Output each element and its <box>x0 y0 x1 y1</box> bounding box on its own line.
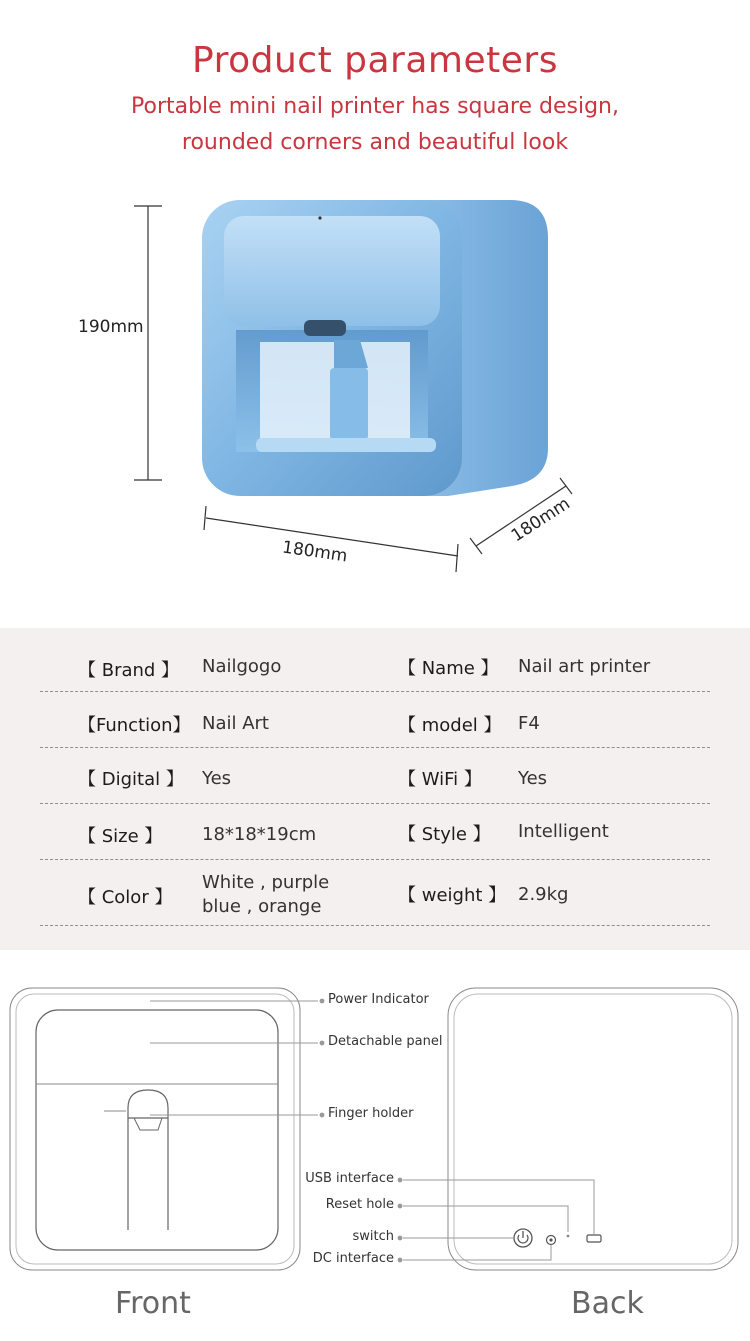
spec-label-weight: 【 weight 】 <box>398 885 507 906</box>
spec-label-wifi: 【 WiFi 】 <box>398 769 482 790</box>
spec-value-size: 18*18*19cm <box>202 824 317 845</box>
callout-usb-interface: USB interface <box>305 1171 394 1186</box>
front-view-label: Front <box>115 1286 191 1321</box>
spec-label-function: 【Function】 <box>78 715 191 736</box>
spec-value-style: Intelligent <box>518 821 609 842</box>
spec-label-model: 【 model 】 <box>398 715 502 736</box>
spec-label-color: 【 Color 】 <box>78 887 173 908</box>
subtitle-line-2: rounded corners and beautiful look <box>181 130 569 155</box>
spec-row <box>40 803 710 860</box>
spec-label-brand: 【 Brand 】 <box>78 660 180 681</box>
spec-row <box>40 747 710 804</box>
spec-value-digital: Yes <box>202 768 232 789</box>
height-dimension-label: 190mm <box>78 317 144 337</box>
callout-reset-hole: Reset hole <box>325 1197 394 1212</box>
spec-value-function: Nail Art <box>202 713 269 734</box>
product-illustration <box>0 180 750 600</box>
callout-dc-interface: DC interface <box>312 1251 394 1266</box>
spec-label-digital: 【 Digital 】 <box>78 769 184 790</box>
back-view-label: Back <box>571 1286 644 1321</box>
callout-detachable-panel: Detachable panel <box>328 1034 443 1049</box>
subtitle-line-1: Portable mini nail printer has square design, <box>131 94 619 119</box>
spec-row <box>40 628 710 692</box>
specifications-panel <box>0 628 750 950</box>
spec-value-brand: Nailgogo <box>202 656 282 677</box>
spec-label-style: 【 Style 】 <box>398 824 491 845</box>
spec-row <box>40 859 710 926</box>
spec-value-weight: 2.9kg <box>518 884 569 905</box>
spec-label-size: 【 Size 】 <box>78 826 163 847</box>
spec-value-color-line-2: blue , orange <box>202 896 322 917</box>
width-dimension-label: 180mm <box>280 537 349 567</box>
page-title: Product parameters <box>192 40 558 81</box>
spec-value-name: Nail art printer <box>518 656 651 677</box>
spec-value-model: F4 <box>518 713 540 734</box>
callout-switch: switch <box>352 1229 394 1244</box>
spec-value-color-line-1: White , purple <box>202 872 330 893</box>
callout-power-indicator: Power Indicator <box>328 992 429 1007</box>
depth-dimension-label: 180mm <box>507 493 574 547</box>
spec-label-name: 【 Name 】 <box>398 658 499 679</box>
spec-value-wifi: Yes <box>518 768 548 789</box>
callout-finger-holder: Finger holder <box>328 1106 414 1121</box>
spec-row <box>40 691 710 748</box>
